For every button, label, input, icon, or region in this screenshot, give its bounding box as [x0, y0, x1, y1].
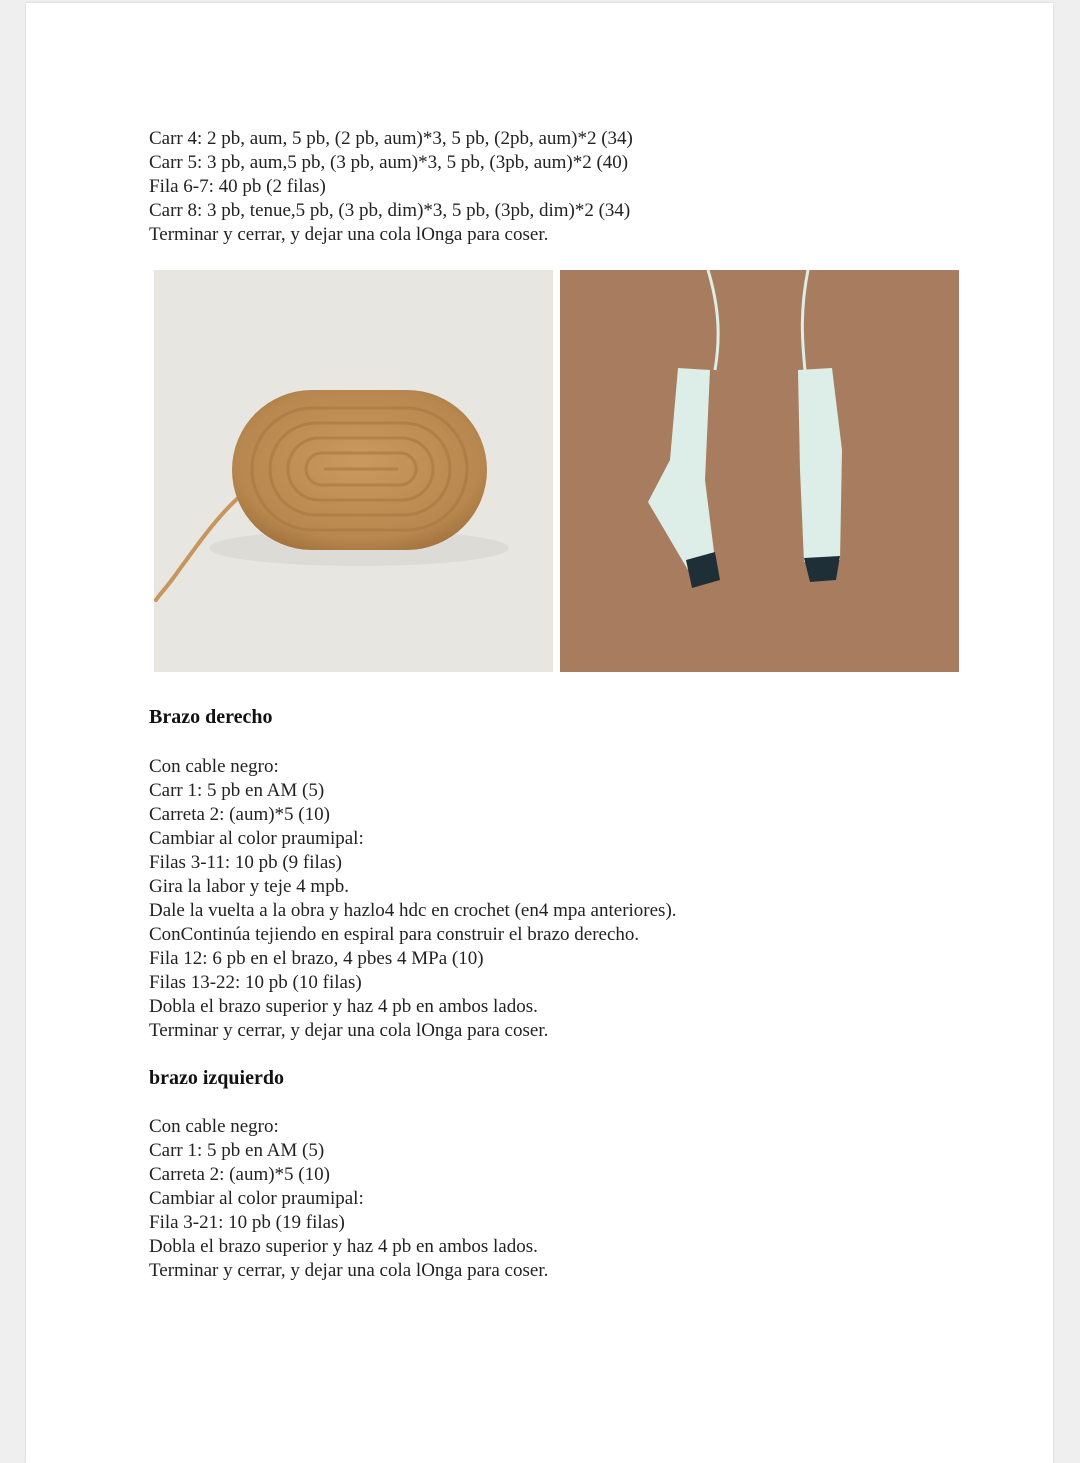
text-line: Dobla el brazo superior y haz 4 pb en ambos lados.	[149, 996, 538, 1017]
text-line: Terminar y cerrar, y dejar una cola lOnga para coser.	[149, 1260, 549, 1281]
text-line: Fila 6-7: 40 pb (2 filas)	[149, 176, 326, 197]
photo-oval-piece	[154, 270, 553, 672]
text-line: Carr 5: 3 pb, aum,5 pb, (3 pb, aum)*3, 5 pb, (3pb, aum)*2 (40)	[149, 152, 629, 173]
text-line: Terminar y cerrar, y dejar una cola lOnga para coser.	[149, 1020, 549, 1041]
text-line: Dale la vuelta a la obra y hazlo4 hdc en crochet (en4 mpa anteriores).	[149, 900, 677, 921]
text-line: Carr 1: 5 pb en AM (5)	[149, 780, 325, 801]
text-line: Dobla el brazo superior y haz 4 pb en ambos lados.	[149, 1236, 538, 1257]
text-line: Carreta 2: (aum)*5 (10)	[149, 1164, 330, 1185]
text-line: Cambiar al color praumipal:	[149, 1188, 364, 1209]
section-title-right-arm: Brazo derecho	[149, 706, 273, 728]
pattern-rows-left-arm	[149, 1115, 548, 1283]
text-line: Fila 12: 6 pb en el brazo, 4 pbes 4 MPa (10)	[149, 948, 484, 969]
photo-arms	[560, 270, 959, 672]
text-line: Gira la labor y teje 4 mpb.	[149, 876, 349, 897]
text-line: Terminar y cerrar, y dejar una cola lOnga para coser.	[149, 224, 549, 245]
text-line: Fila 3-21: 10 pb (19 filas)	[149, 1212, 345, 1233]
text-line: Con cable negro:	[149, 1116, 279, 1137]
text-line: Carr 8: 3 pb, tenue,5 pb, (3 pb, dim)*3, 5 pb, (3pb, dim)*2 (34)	[149, 200, 631, 221]
section-title-left-arm: brazo izquierdo	[149, 1067, 284, 1089]
text-line: Carr 1: 5 pb en AM (5)	[149, 1140, 325, 1161]
text-line: Carreta 2: (aum)*5 (10)	[149, 804, 330, 825]
text-line: ConContinúa tejiendo en espiral para construir el brazo derecho.	[149, 924, 640, 945]
text-line: Con cable negro:	[149, 756, 279, 777]
pattern-rows-top	[149, 127, 633, 247]
text-line: Cambiar al color praumipal:	[149, 828, 364, 849]
pattern-rows-right-arm	[149, 755, 677, 1043]
text-line: Filas 3-11: 10 pb (9 filas)	[149, 852, 342, 873]
text-line: Carr 4: 2 pb, aum, 5 pb, (2 pb, aum)*3, 5 pb, (2pb, aum)*2 (34)	[149, 128, 633, 149]
text-line: Filas 13-22: 10 pb (10 filas)	[149, 972, 362, 993]
